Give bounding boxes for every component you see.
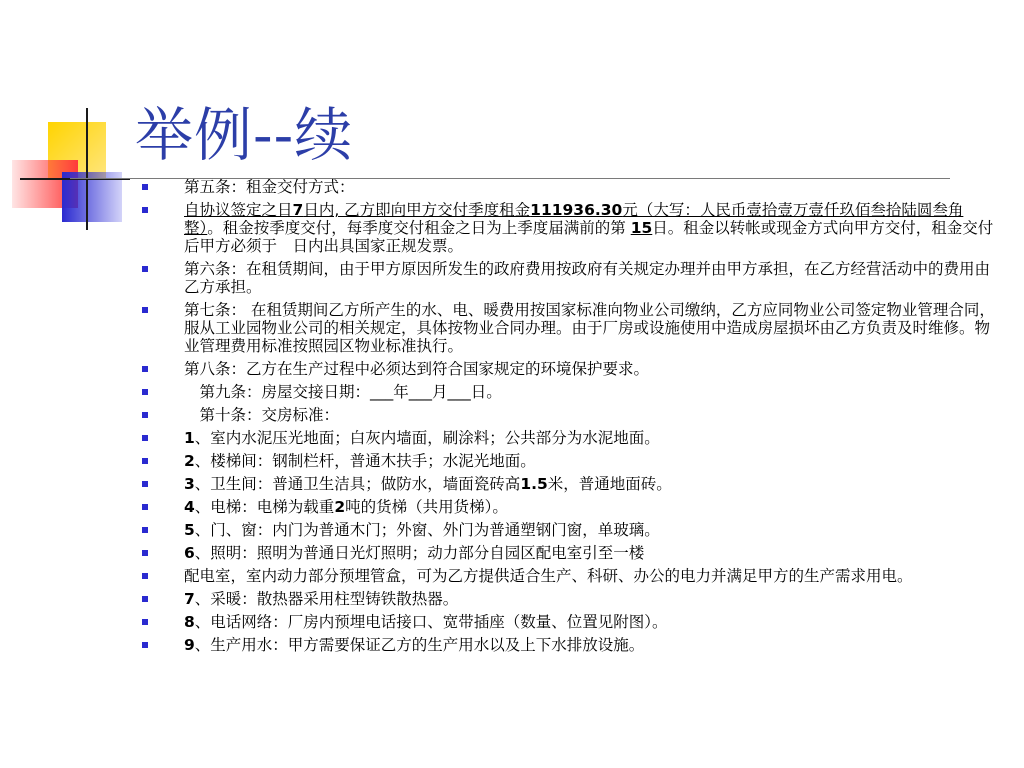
square-bullet-icon — [142, 366, 148, 372]
square-bullet-icon — [142, 550, 148, 556]
item-number: 1 — [184, 429, 195, 447]
item-number: 8 — [184, 613, 195, 631]
square-bullet-icon — [142, 207, 148, 213]
list-item — [140, 406, 1000, 424]
item-number: 1.5 — [520, 475, 548, 493]
list-item — [140, 383, 1000, 401]
list-item — [140, 452, 1000, 470]
square-bullet-icon — [142, 573, 148, 579]
list-item — [140, 498, 1000, 516]
item-number: 4 — [184, 498, 195, 516]
item-number: 3 — [184, 475, 195, 493]
item-number: 111936.30 — [530, 201, 623, 219]
square-bullet-icon — [142, 619, 148, 625]
item-number: 9 — [184, 636, 195, 654]
square-bullet-icon — [142, 596, 148, 602]
list-item — [140, 590, 1000, 608]
item-text: 、电梯：电梯为载重 — [194, 498, 335, 516]
item-number: 6 — [184, 544, 195, 562]
item-text: 自协议签定之日 — [184, 201, 293, 219]
slide-content — [140, 178, 1000, 659]
item-number: 15 — [630, 219, 653, 237]
item-text: 日。租金以转帐或现金方式向甲方交付，租金交付后甲方必须于 日内出具国家正规发票。 — [184, 219, 994, 255]
list-item — [140, 301, 1000, 355]
list-item — [140, 567, 1000, 585]
item-number: 2 — [334, 498, 346, 516]
square-bullet-icon — [142, 435, 148, 441]
item-number: 7 — [292, 201, 304, 219]
square-bullet-icon — [142, 389, 148, 395]
item-text: 、楼梯间：钢制栏杆，普通木扶手；水泥光地面。 — [194, 452, 536, 470]
square-bullet-icon — [142, 184, 148, 190]
item-text: 吨的货梯（共用货梯）。 — [345, 498, 508, 516]
item-text: 、采暖：散热器采用柱型铸铁散热器。 — [194, 590, 459, 608]
item-text: 元（大写：人民币壹拾壹万壹仟玖佰叁拾陆圆叁角整） — [184, 201, 964, 237]
square-bullet-icon — [142, 412, 148, 418]
item-text: 、电话网络：厂房内预埋电话接口、宽带插座（数量、位置见附图）。 — [194, 613, 668, 631]
item-text: 、室内水泥压光地面；白灰内墙面，刷涂料；公共部分为水泥地面。 — [194, 429, 660, 447]
item-text: 、照明：照明为普通日光灯照明；动力部分自园区配电室引至一楼 — [194, 544, 645, 562]
square-bullet-icon — [142, 642, 148, 648]
item-text: 、卫生间：普通卫生洁具；做防水，墙面瓷砖高 — [194, 475, 521, 493]
item-text: 米，普通地面砖。 — [547, 475, 672, 493]
square-bullet-icon — [142, 504, 148, 510]
item-text: 日内, 乙方即向甲方交付季度租金 — [303, 201, 531, 219]
item-text: 第八条：乙方在生产过程中必须达到符合国家规定的环境保护要求。 — [184, 360, 650, 378]
list-item — [140, 178, 1000, 196]
item-text: 、生产用水：甲方需要保证乙方的生产用水以及上下水排放设施。 — [194, 636, 645, 654]
item-text: 第七条： 在租赁期间乙方所产生的水、电、暖费用按国家标准向物业公司缴纳，乙方应同物业公司签定物业管理合同，服从工业园物业公司的相关规定，具体按物业合同办理。由于厂房或设施使用中造成房屋损坏由乙方负责及时维修。物业管理费用标准按照园区物业标准执行。 — [184, 301, 995, 355]
square-bullet-icon — [142, 307, 148, 313]
list-item — [140, 360, 1000, 378]
list-item — [140, 636, 1000, 654]
item-text: 、门、窗：内门为普通木门；外窗、外门为普通塑钢门窗，单玻璃。 — [194, 521, 660, 539]
square-bullet-icon — [142, 481, 148, 487]
list-item — [140, 475, 1000, 493]
item-text: 配电室，室内动力部分预埋管盒，可为乙方提供适合生产、科研、办公的电力并满足甲方的生产需求用电。 — [184, 567, 913, 585]
slide-title: 举例--续 — [135, 101, 354, 169]
square-bullet-icon — [142, 527, 148, 533]
item-number: 5 — [184, 521, 195, 539]
list-item — [140, 260, 1000, 296]
list-item — [140, 429, 1000, 447]
square-bullet-icon — [142, 458, 148, 464]
list-item — [140, 201, 1000, 255]
list-item — [140, 544, 1000, 562]
item-text: 第九条：房屋交接日期：___年___月___日。 — [184, 383, 502, 401]
square-bullet-icon — [142, 266, 148, 272]
item-text: 。租金按季度交付，每季度交付租金之日为上季度届满前的第 — [207, 219, 631, 237]
item-text: 第十条：交房标准： — [184, 406, 340, 424]
item-number: 7 — [184, 590, 195, 608]
decor-vertical-line — [86, 108, 88, 230]
list-item — [140, 521, 1000, 539]
item-text: 第五条：租金交付方式： — [184, 178, 355, 196]
list-item — [140, 613, 1000, 631]
item-text: 第六条：在租赁期间，由于甲方原因所发生的政府费用按政府有关规定办理并由甲方承担，在乙方经营活动中的费用由乙方承担。 — [184, 260, 991, 296]
item-number: 2 — [184, 452, 195, 470]
